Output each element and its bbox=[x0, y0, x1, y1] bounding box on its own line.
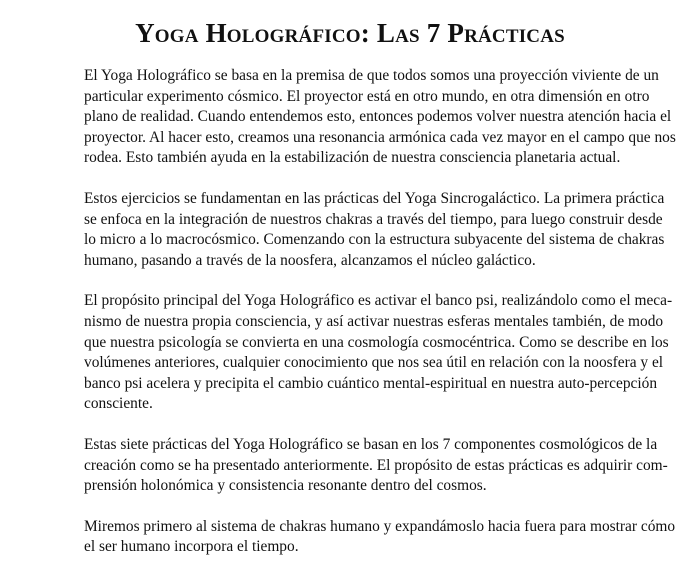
text-line: El Yoga Holográfico se basa en la premisa de que todos somos una proyección viviente de un bbox=[84, 67, 659, 84]
text-line: humano, pasando a través de la noosfera, alcanzamos el núcleo galáctico. bbox=[84, 251, 536, 269]
paragraph-2 bbox=[84, 189, 665, 271]
paragraph-5 bbox=[84, 517, 676, 558]
paragraph-1 bbox=[84, 66, 676, 169]
text-line: Miremos primero al sistema de chakras humano y expandámoslo hacia fuera para mostrar cómo bbox=[84, 517, 676, 535]
text-line: nismo de nuestra propia consciencia, y así activar nuestras esferas mentales también, de modo bbox=[84, 312, 664, 330]
text-line: volúmenes anteriores, cualquier conocimiento que nos sea útil en relación con la noosfera y el bbox=[84, 354, 664, 372]
text-line: prensión holonómica y consistencia resonante dentro del cosmos. bbox=[84, 477, 487, 495]
text-line: rodea. Esto también ayuda en la estabilización de nuestra consciencia planetaria actual. bbox=[84, 149, 621, 167]
text-line: el ser humano incorpora el tiempo. bbox=[84, 538, 299, 556]
text-line: se enfoca en la integración de nuestros chakras a través del tiempo, para luego construir desde bbox=[84, 210, 663, 228]
text-line: particular experimento cósmico. El proyector está en otro mundo, en otra dimensión en otro bbox=[84, 87, 650, 105]
text-line: creación como se ha presentado anteriormente. El propósito de estas prácticas es adquirir com- bbox=[84, 456, 668, 474]
text-line: Estas siete prácticas del Yoga Holográfico se basan en los 7 componentes cosmológicos de la bbox=[84, 435, 658, 453]
text-line: Estos ejercicios se fundamentan en las prácticas del Yoga Sincrogaláctico. La primera práctica bbox=[84, 189, 665, 207]
text-line: El propósito principal del Yoga Holográfico es activar el banco psi, realizándolo como el meca- bbox=[84, 292, 673, 310]
text-line: lo micro a lo macrocósmico. Comenzando con la estructura subyacente del sistema de chakras bbox=[84, 231, 665, 249]
paragraph-3 bbox=[84, 291, 673, 415]
text-line: plano de realidad. Cuando entendemos esto, entonces podemos volver nuestra atención hacia el bbox=[84, 108, 672, 126]
page-title: Yoga Holográfico: Las 7 Prácticas bbox=[135, 18, 565, 48]
text-line: banco psi acelera y precipita el cambio cuántico mental-espiritual en nuestra auto-percepción bbox=[84, 374, 658, 392]
text-line: que nuestra psicología se convierta en una cosmología cosmocéntrica. Como se describe en los bbox=[84, 333, 669, 351]
paragraph-4 bbox=[84, 435, 668, 497]
text-line: proyector. Al hacer esto, creamos una resonancia armónica cada vez mayor en el campo que nos bbox=[84, 128, 676, 146]
text-line: consciente. bbox=[84, 395, 153, 413]
body-text bbox=[84, 66, 676, 578]
